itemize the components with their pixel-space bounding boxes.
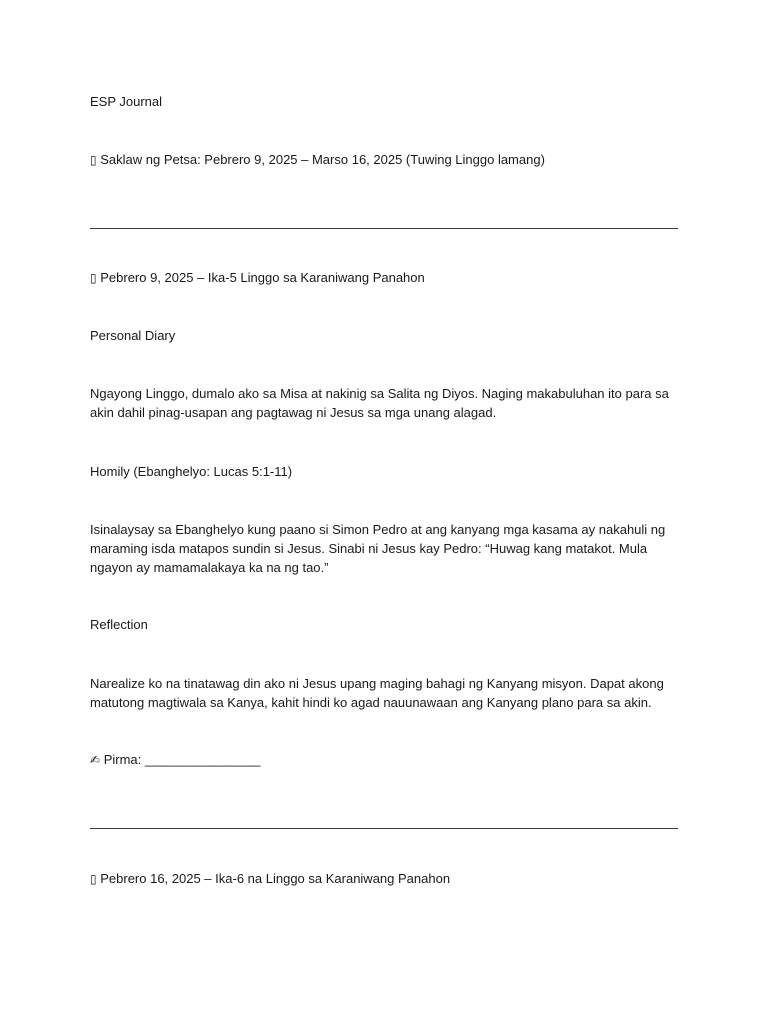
- horizontal-divider: [90, 228, 678, 229]
- date-range-line: [90, 150, 678, 170]
- signature-text: Pirma: ________________: [103, 752, 261, 767]
- homily-paragraph: Isinalaysay sa Ebanghelyo kung paano si Simon Pedro at ang kanyang mga kasama ay nakahuli ng maraming isda matapos sundin si Jesus. Sinabi ni Jesus kay Pedro: “Huwag kang matakot. Mula ngayon ay mamamalakaya ka na ng tao.”: [90, 522, 666, 575]
- section-label-homily: Homily (Ebanghelyo: Lucas 5:1-11): [90, 464, 293, 479]
- entry-heading: [90, 869, 678, 889]
- missing-glyph-icon: ▯: [90, 271, 97, 285]
- reflection-paragraph: Narealize ko na tinatawag din ako ni Jesus upang maging bahagi ng Kanyang misyon. Dapat akong matutong magtiwala sa Kanya, kahit hindi ko agad nauunawaan ang Kanyang plano para sa akin.: [90, 676, 664, 710]
- entry-heading-text: Pebrero 16, 2025 – Ika-6 na Linggo sa Karaniwang Panahon: [100, 871, 451, 886]
- entry-heading-text: Pebrero 9, 2025 – Ika-5 Linggo sa Karaniwang Panahon: [100, 270, 425, 285]
- writing-hand-icon: ✍: [90, 753, 101, 767]
- diary-paragraph: Ngayong Linggo, dumalo ako sa Misa at nakinig sa Salita ng Diyos. Naging makabuluhan ito para sa akin dahil pinag-usapan ang pagtawag ni Jesus sa mga unang alagad.: [90, 386, 669, 420]
- section-label-reflection: Reflection: [90, 617, 148, 632]
- section-label-diary: Personal Diary: [90, 328, 176, 343]
- missing-glyph-icon: ▯: [90, 872, 97, 886]
- document-title: ESP Journal: [90, 94, 163, 109]
- entry-heading: [90, 268, 678, 288]
- date-range-text: Saklaw ng Petsa: Pebrero 9, 2025 – Marso 16, 2025 (Tuwing Linggo lamang): [100, 152, 545, 167]
- signature-line: [90, 750, 678, 770]
- missing-glyph-icon: ▯: [90, 153, 97, 167]
- horizontal-divider: [90, 828, 678, 829]
